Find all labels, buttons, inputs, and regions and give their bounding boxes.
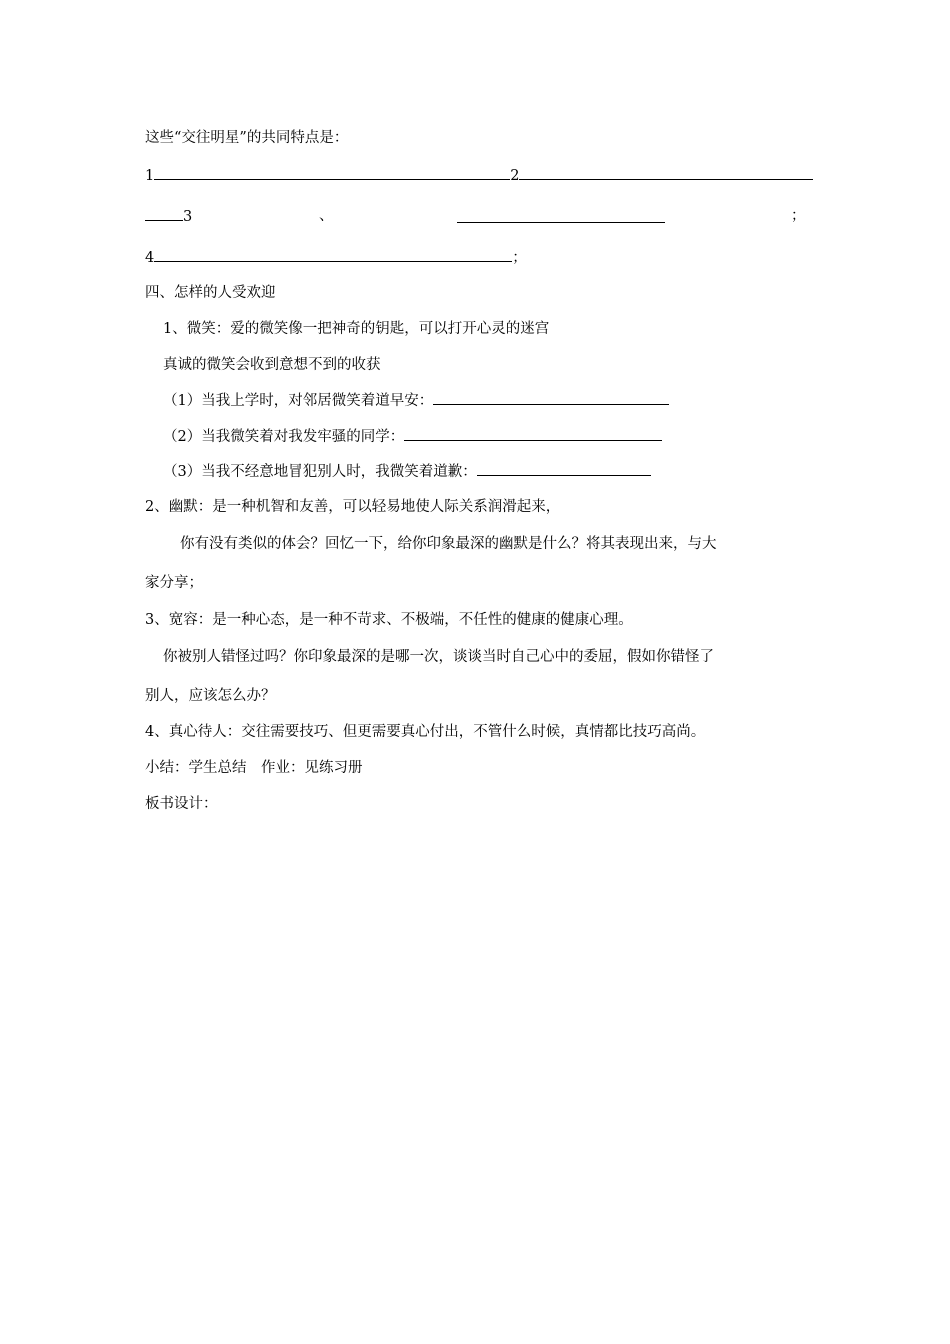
answer-blank-4[interactable] xyxy=(154,247,512,262)
smile-answer-3[interactable] xyxy=(477,461,651,476)
summary-homework: 小结：学生总结 作业：见练习册 xyxy=(145,760,363,776)
humor-title: 2、幽默：是一种机智和友善，可以轻易地使人际关系润滑起来， xyxy=(145,499,561,515)
answer-row-4 xyxy=(145,247,527,268)
tolerance-title: 3、宽容：是一种心态，是一种不苛求、不极端，不任性的健康的健康心理。 xyxy=(145,612,633,628)
item-number-2: 2 xyxy=(510,168,520,184)
tolerance-question-line-1: 你被别人错怪过吗？你印象最深的是哪一次，谈谈当时自己心中的委屈，假如你错怪了 xyxy=(163,649,714,665)
smile-question-3 xyxy=(163,461,651,482)
answer-row-3 xyxy=(145,206,805,227)
tolerance-question-line-2: 别人，应该怎么办？ xyxy=(145,688,276,704)
answer-blank-3[interactable] xyxy=(457,208,665,223)
answer-blank-2[interactable] xyxy=(519,165,813,180)
smile-question-2-text: （2）当我微笑着对我发牢骚的同学： xyxy=(163,429,405,445)
humor-question-line-1: 你有没有类似的体会？回忆一下，给你印象最深的幽默是什么？将其表现出来，与大 xyxy=(180,536,717,552)
answer-row-1-2 xyxy=(145,165,813,186)
section-heading: 四、怎样的人受欢迎 xyxy=(145,285,276,301)
separator-semicolon-2: ； xyxy=(512,250,527,266)
smile-title: 1、微笑：爱的微笑像一把神奇的钥匙，可以打开心灵的迷宫 xyxy=(163,321,550,337)
separator-comma: 、 xyxy=(319,208,334,224)
item-number-3: 3 xyxy=(183,209,193,225)
item-number-4: 4 xyxy=(145,250,155,266)
answer-blank-2-cont[interactable] xyxy=(145,206,183,221)
smile-answer-2[interactable] xyxy=(404,426,662,441)
humor-question-line-2: 家分享； xyxy=(145,575,203,591)
smile-subtitle: 真诚的微笑会收到意想不到的收获 xyxy=(163,357,381,373)
smile-question-3-text: （3）当我不经意地冒犯别人时，我微笑着道歉： xyxy=(163,464,477,480)
smile-question-1 xyxy=(163,390,669,411)
smile-answer-1[interactable] xyxy=(433,390,669,405)
smile-question-1-text: （1）当我上学时，对邻居微笑着道早安： xyxy=(163,393,434,409)
item-number-1: 1 xyxy=(145,168,155,184)
smile-question-2 xyxy=(163,426,662,447)
separator-semicolon: ； xyxy=(791,208,806,224)
intro-text: 这些“交往明星”的共同特点是： xyxy=(145,130,349,146)
board-design-label: 板书设计： xyxy=(145,796,218,812)
sincerity-title: 4、真心待人：交往需要技巧、但更需要真心付出，不管什么时候，真情都比技巧高尚。 xyxy=(145,724,706,740)
answer-blank-1[interactable] xyxy=(154,165,510,180)
